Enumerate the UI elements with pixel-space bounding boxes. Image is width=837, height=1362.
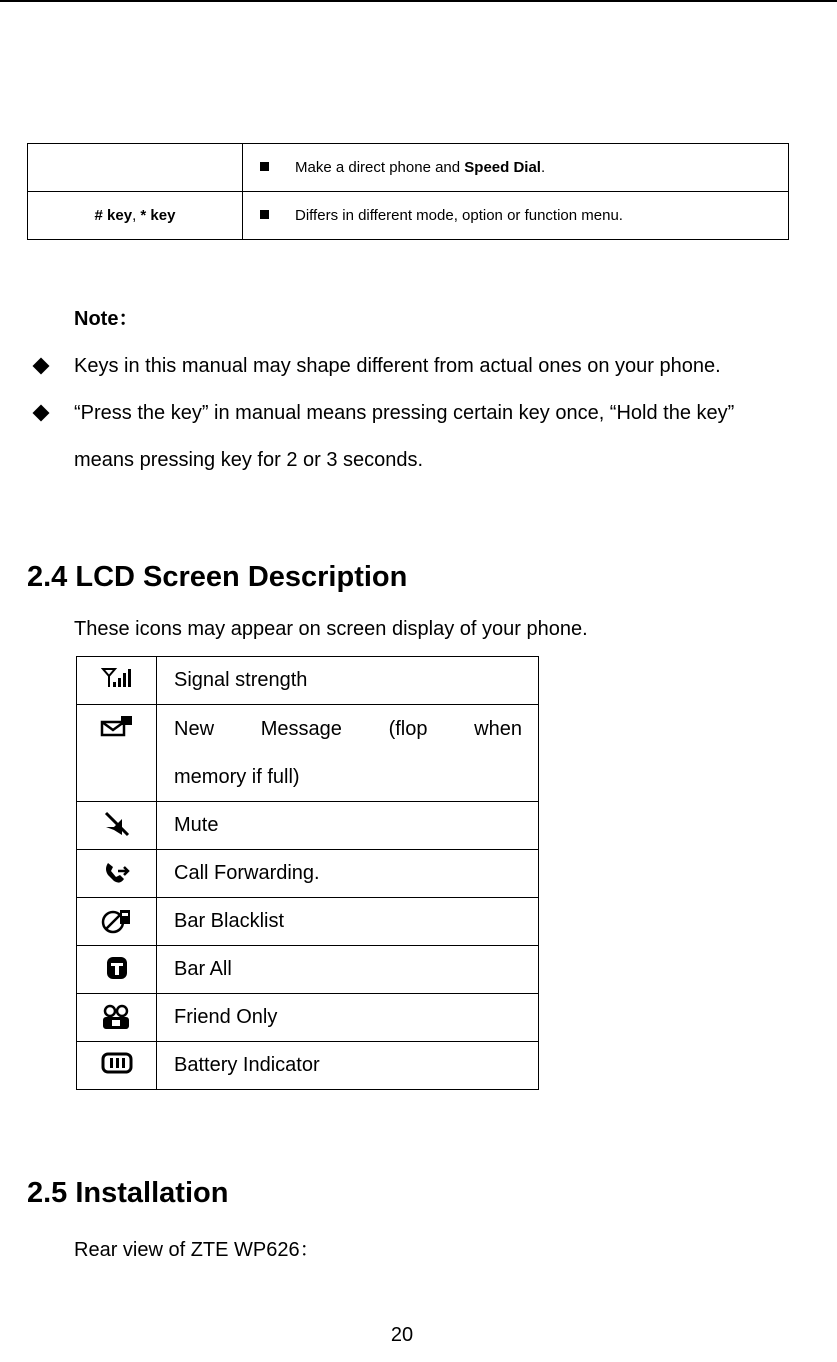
icon-table	[76, 656, 539, 1090]
note-text: Keys in this manual may shape different from actual ones on your phone.	[74, 355, 721, 377]
section-heading-lcd: 2.4 LCD Screen Description	[27, 561, 408, 593]
section-intro: These icons may appear on screen display of your phone.	[74, 618, 588, 640]
square-bullet-icon	[260, 210, 269, 219]
table-row	[77, 802, 539, 850]
icon-label: Call Forwarding.	[157, 850, 539, 898]
hash-key-label: # key	[94, 207, 133, 224]
note-list	[33, 343, 793, 484]
key-cell	[28, 192, 243, 240]
page-top-rule	[0, 0, 837, 2]
bar-all-icon	[105, 955, 129, 981]
note-title: Note：	[74, 308, 139, 330]
friend-only-icon	[100, 1003, 134, 1031]
bar-blacklist-icon	[100, 907, 134, 935]
table-row	[77, 898, 539, 946]
table-row	[77, 994, 539, 1042]
table-row	[28, 192, 789, 240]
description-suffix: .	[540, 159, 546, 176]
icon-label: Bar Blacklist	[157, 898, 539, 946]
table-row	[77, 705, 539, 802]
key-separator: ,	[132, 207, 141, 224]
square-bullet-icon	[260, 162, 269, 171]
signal-strength-icon	[101, 666, 133, 690]
icon-label: Battery Indicator	[157, 1042, 539, 1090]
section-heading-installation: 2.5 Installation	[27, 1177, 229, 1209]
table-row	[77, 850, 539, 898]
table-row	[77, 946, 539, 994]
description-text: Differs in different mode, option or function menu.	[295, 207, 623, 224]
icon-label: New Message (flop when memory if full)	[157, 705, 539, 802]
table-row	[77, 657, 539, 705]
icon-label: Mute	[157, 802, 539, 850]
call-forwarding-icon	[102, 859, 132, 885]
star-key-label: * key	[140, 207, 176, 224]
icon-label: Signal strength	[157, 657, 539, 705]
description-bold: Speed Dial	[464, 159, 541, 176]
installation-text: Rear view of ZTE WP626：	[74, 1239, 320, 1261]
key-cell	[28, 144, 243, 192]
list-item	[33, 390, 793, 484]
description-cell	[243, 192, 789, 240]
table-row	[28, 144, 789, 192]
icon-label: Friend Only	[157, 994, 539, 1042]
description-text: Make a direct phone and	[295, 159, 465, 176]
list-item	[33, 343, 793, 390]
description-cell	[243, 144, 789, 192]
page-number: 20	[390, 1324, 414, 1346]
diamond-bullet-icon	[33, 405, 50, 422]
icon-label: Bar All	[157, 946, 539, 994]
mute-icon	[102, 811, 132, 837]
note-text: “Press the key” in manual means pressing certain key once, “Hold the key” means pressing key for 2 or 3 seconds.	[74, 402, 735, 471]
table-row	[77, 1042, 539, 1090]
new-message-icon	[99, 714, 135, 738]
battery-indicator-icon	[100, 1051, 134, 1075]
diamond-bullet-icon	[33, 358, 50, 375]
key-table	[27, 143, 789, 240]
